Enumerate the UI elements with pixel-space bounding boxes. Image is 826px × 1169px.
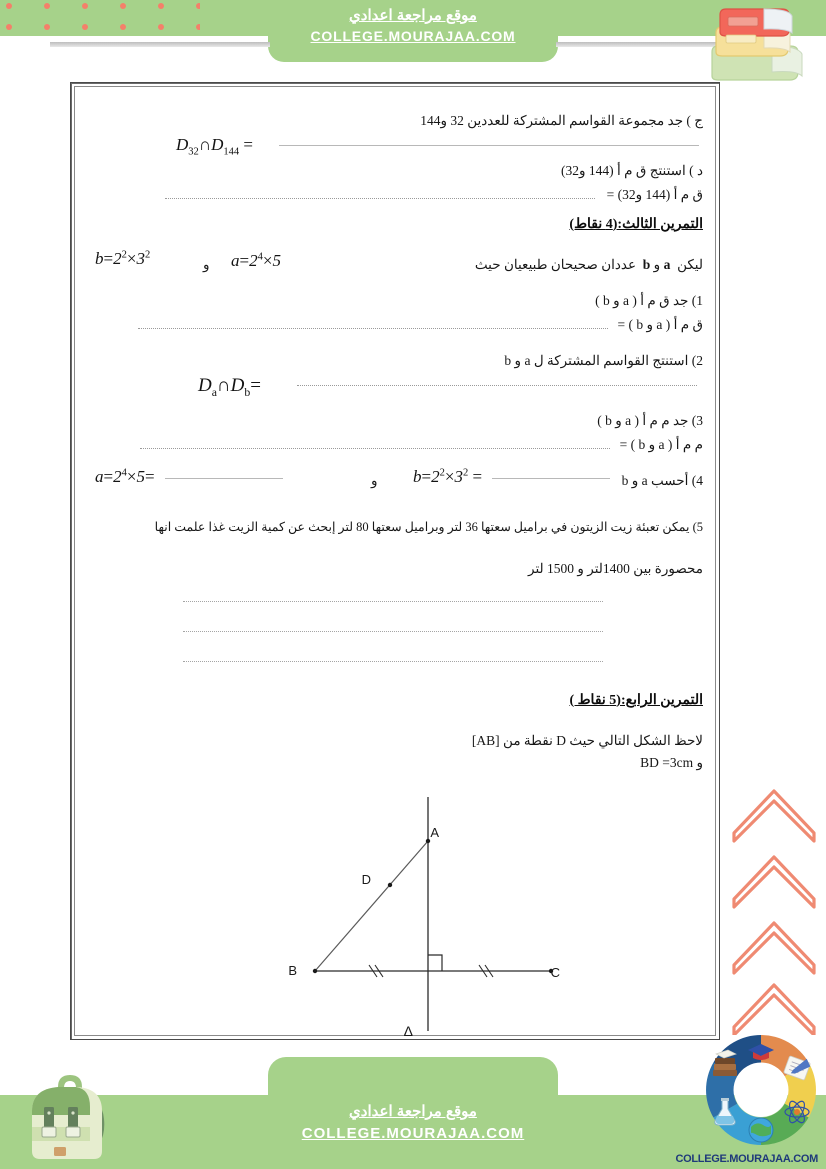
exercise3-q1-answer-row: ق م أ ( a و b ) =	[83, 315, 703, 335]
exercise3-q3: 3) جد م م أ ( a و b )	[597, 413, 703, 428]
answer-blank-line-3	[183, 661, 603, 662]
chevron-decoration	[730, 735, 826, 1035]
exercise4-heading: التمرين الرابع:(5 نقاط )	[569, 693, 703, 708]
point-B	[313, 969, 317, 973]
header-site-url: COLLEGE.MOURAJAA.COM	[310, 28, 516, 44]
footer-site-title: موقع مراجعة اعدادي	[349, 1103, 477, 1120]
label-delta: Δ	[403, 1023, 413, 1039]
exercise3-q2: 2) استنتج القواسم المشتركة ل a و b	[504, 353, 703, 368]
exercise3-q2-formula-row	[97, 375, 697, 400]
chevron-up-icon	[734, 923, 814, 973]
answer-dotline	[140, 448, 610, 449]
exercise3-q4-conj: و	[371, 473, 378, 488]
answer-blank-line-2	[183, 631, 603, 632]
answer-dotline	[165, 198, 595, 199]
answer-dotline	[297, 385, 697, 386]
answer-rule	[165, 478, 283, 479]
label-C: C	[550, 965, 560, 980]
backpack-icon	[18, 1063, 114, 1163]
segment-BA	[315, 841, 428, 971]
ex2-item-d-answer-row: ق م أ (144 و32) =	[83, 185, 703, 205]
exercise3-q4-expr-a: $a=2^4\times 5=$	[95, 467, 283, 487]
point-D	[388, 883, 392, 887]
education-wheel-logo	[702, 1031, 820, 1149]
exercise3-q4-expr-b: $b=2^2\times 3^2$ =	[413, 467, 610, 487]
label-A: A	[430, 825, 439, 840]
formula-D32-cap-D144: $D_{32}\cap D_{144}$ =	[175, 135, 253, 158]
exercise4-line2: و BD =3cm	[640, 755, 703, 770]
geometry-diagram	[283, 793, 583, 1043]
ex2-item-d-label: د ) استنتج ق م أ (144 و32)	[561, 163, 703, 178]
exercise3-formula-a: $a=2^4\times 5$	[231, 251, 281, 270]
footer-green-tab	[268, 1057, 558, 1095]
worksheet-sheet	[70, 82, 720, 1040]
header-site-title: موقع مراجعة اعدادي	[349, 7, 477, 24]
exercise3-intro: ليكن a و b عددان صحيحان طبيعيان حيث	[474, 257, 703, 272]
label-B: B	[288, 963, 297, 978]
exercise3-formula-conj: و	[203, 257, 210, 272]
answer-dotline	[138, 328, 608, 329]
ex2-item-c-label: ج ) جد مجموعة القواسم المشتركة للعددين 32 و144	[420, 113, 703, 128]
exercise3-heading: التمرين الثالث:(4 نقاط)	[569, 217, 703, 232]
exercise3-q5-line1: 5) يمكن تعبئة زيت الزيتون في براميل سعتها 36 لتر وبراميل سعتها 80 لتر إبحث عن كمية الزيت غذا علمت انها	[154, 520, 703, 534]
footer-logo-url: COLLEGE.MOURAJAA.COM	[675, 1153, 818, 1165]
sheet-content	[83, 93, 707, 1039]
books-stack-icon	[692, 0, 822, 82]
answer-rule	[492, 478, 610, 479]
exercise3-q1: 1) جد ق م أ ( a و b )	[595, 293, 703, 308]
answer-rule	[279, 145, 699, 146]
exercise3-q5-line2: محصورة بين 1400لتر و 1500 لتر	[528, 561, 703, 576]
label-D: D	[361, 872, 371, 887]
chevron-up-icon	[734, 791, 814, 841]
formula-Da-cap-Db: $D_a\cap D_b=$	[197, 375, 261, 399]
chevron-up-icon	[734, 985, 814, 1035]
ex2-item-c-formula-row	[99, 135, 699, 157]
exercise4-line1: لاحظ الشكل التالي حيث D نقطة من [AB]	[471, 733, 703, 748]
chevron-up-icon	[734, 857, 814, 907]
right-angle-marker	[428, 955, 442, 971]
exercise3-q3-answer-row: م م أ ( a و b ) =	[83, 435, 703, 455]
footer-site-url: COLLEGE.MOURAJAA.COM	[301, 1125, 525, 1142]
exercise3-q4-label: 4) أحسب a و b	[621, 473, 703, 488]
answer-blank-line-1	[183, 601, 603, 602]
exercise3-formula-b: $b=2^2\times 3^2$	[95, 249, 151, 268]
